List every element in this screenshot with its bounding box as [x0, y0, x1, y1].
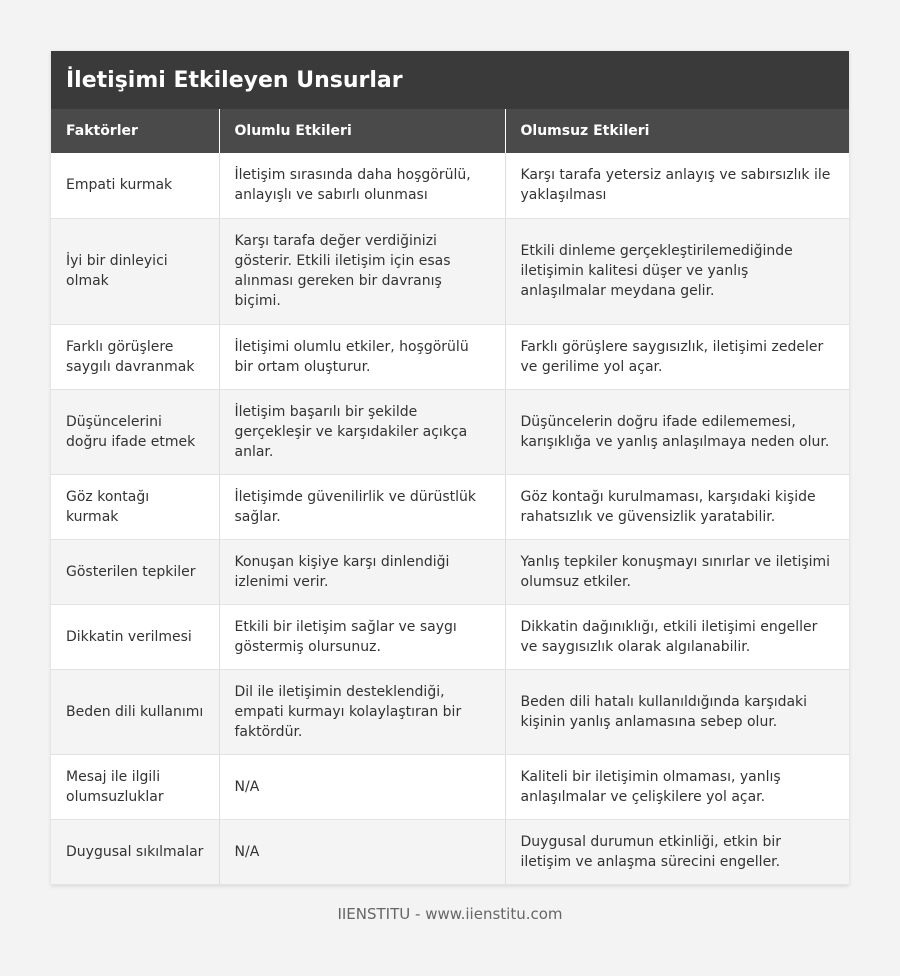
negative-cell: Etkili dinleme gerçekleştirilemediğinde iletişimin kalitesi düşer ve yanlış anlaşılmalar meydana gelir.	[505, 218, 849, 324]
negative-cell: Beden dili hatalı kullanıldığında karşıdaki kişinin yanlış anlamasına sebep olur.	[505, 669, 849, 754]
table-row	[51, 669, 849, 754]
table-row	[51, 539, 849, 604]
positive-cell: İletişim başarılı bir şekilde gerçekleşir ve karşıdakiler açıkça anlar.	[219, 389, 505, 474]
table-row	[51, 819, 849, 884]
header-row	[51, 109, 849, 153]
negative-cell: Göz kontağı kurulmaması, karşıdaki kişide rahatsızlık ve güvensizlik yaratabilir.	[505, 474, 849, 539]
table-row	[51, 474, 849, 539]
factor-cell: İyi bir dinleyici olmak	[51, 218, 219, 324]
positive-cell: N/A	[219, 819, 505, 884]
positive-cell: İletişimi olumlu etkiler, hoşgörülü bir ortam oluşturur.	[219, 324, 505, 389]
table-row	[51, 604, 849, 669]
negative-cell: Farklı görüşlere saygısızlık, iletişimi zedeler ve gerilime yol açar.	[505, 324, 849, 389]
table-row	[51, 218, 849, 324]
footer-credit: IIENSTITU - www.iienstitu.com	[337, 905, 563, 923]
factor-cell: Mesaj ile ilgili olumsuzluklar	[51, 754, 219, 819]
column-header-negative: Olumsuz Etkileri	[505, 109, 849, 153]
factor-cell: Düşüncelerini doğru ifade etmek	[51, 389, 219, 474]
factor-cell: Duygusal sıkılmalar	[51, 819, 219, 884]
negative-cell: Duygusal durumun etkinliği, etkin bir iletişim ve anlaşma sürecini engeller.	[505, 819, 849, 884]
table-row	[51, 324, 849, 389]
negative-cell: Düşüncelerin doğru ifade edilememesi, karışıklığa ve yanlış anlaşılmaya neden olur.	[505, 389, 849, 474]
positive-cell: Dil ile iletişimin desteklendiği, empati kurmayı kolaylaştıran bir faktördür.	[219, 669, 505, 754]
table-title: İletişimi Etkileyen Unsurlar	[51, 51, 849, 109]
negative-cell: Dikkatin dağınıklığı, etkili iletişimi engeller ve saygısızlık olarak algılanabilir.	[505, 604, 849, 669]
column-header-positive: Olumlu Etkileri	[219, 109, 505, 153]
factor-cell: Farklı görüşlere saygılı davranmak	[51, 324, 219, 389]
factor-cell: Göz kontağı kurmak	[51, 474, 219, 539]
factors-table	[51, 109, 849, 885]
positive-cell: İletişim sırasında daha hoşgörülü, anlayışlı ve sabırlı olunması	[219, 153, 505, 218]
factor-cell: Dikkatin verilmesi	[51, 604, 219, 669]
negative-cell: Karşı tarafa yetersiz anlayış ve sabırsızlık ile yaklaşılması	[505, 153, 849, 218]
positive-cell: Konuşan kişiye karşı dinlendiği izlenimi verir.	[219, 539, 505, 604]
factor-cell: Empati kurmak	[51, 153, 219, 218]
positive-cell: N/A	[219, 754, 505, 819]
positive-cell: İletişimde güvenilirlik ve dürüstlük sağlar.	[219, 474, 505, 539]
factor-cell: Beden dili kullanımı	[51, 669, 219, 754]
negative-cell: Kaliteli bir iletişimin olmaması, yanlış anlaşılmalar ve çelişkilere yol açar.	[505, 754, 849, 819]
column-header-factors: Faktörler	[51, 109, 219, 153]
positive-cell: Karşı tarafa değer verdiğinizi gösterir. Etkili iletişim için esas alınması gereken bir davranış biçimi.	[219, 218, 505, 324]
table-row	[51, 389, 849, 474]
table-row	[51, 153, 849, 218]
positive-cell: Etkili bir iletişim sağlar ve saygı göstermiş olursunuz.	[219, 604, 505, 669]
table-card	[51, 51, 849, 885]
table-row	[51, 754, 849, 819]
factor-cell: Gösterilen tepkiler	[51, 539, 219, 604]
negative-cell: Yanlış tepkiler konuşmayı sınırlar ve iletişimi olumsuz etkiler.	[505, 539, 849, 604]
